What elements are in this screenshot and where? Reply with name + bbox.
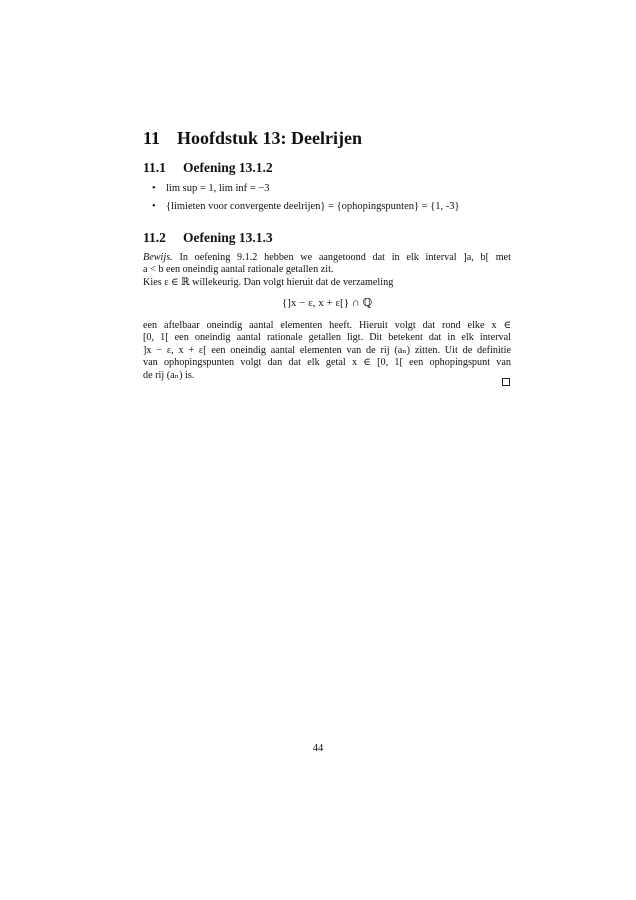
section-title: Oefening 13.1.3 — [183, 230, 273, 245]
section-number: 11.1 — [143, 160, 166, 175]
section-title: Oefening 13.1.2 — [183, 160, 273, 175]
section-number: 11.2 — [143, 230, 166, 245]
section-heading-2 — [143, 230, 273, 246]
conclusion-line-3: ]x − ε, x + ε[ een oneindig aantal elementen van de rij (aₙ) zitten. Uit de definitie — [143, 344, 511, 356]
display-formula: {]x − ε, x + ε[} ∩ ℚ — [281, 297, 373, 309]
bullet-text: {limieten voor convergente deelrijen} = {ophopingspunten} = {1, -3} — [166, 201, 460, 212]
section-heading-1 — [143, 160, 273, 176]
page-number: 44 — [312, 743, 324, 754]
conclusion-line-4: van ophopingspunten volgt dan dat elk getal x ∈ [0, 1[ een ophopingspunt van — [143, 357, 511, 369]
chapter-title: Hoofdstuk 13: Deelrijen — [177, 128, 362, 148]
conclusion-line-1: een aftelbaar oneindig aantal elementen heeft. Hieruit volgt dat rond elke x ∈ — [143, 320, 511, 331]
bullet-item-2 — [152, 201, 460, 212]
conclusion-line-5: de rij (aₙ) is. — [143, 369, 195, 381]
conclusion-paragraph — [143, 320, 511, 382]
proof-line-3: Kies ε ∈ ℝ willekeurig. Dan volgt hieruit dat de verzameling — [143, 276, 394, 288]
bullet-text: lim sup = 1, lim inf = −3 — [166, 183, 270, 194]
conclusion-line-2: [0, 1[ een oneindig aantal rationale getallen ligt. Dit betekent dat in elk interval — [143, 332, 511, 344]
proof-paragraph — [143, 252, 511, 289]
bullet-marker: • — [152, 183, 156, 194]
proof-label: Bewijs. — [143, 252, 173, 263]
chapter-heading — [143, 128, 362, 149]
bullet-marker: • — [152, 201, 156, 212]
chapter-number: 11 — [143, 128, 161, 148]
proof-text: In oefening 9.1.2 hebben we aangetoond dat in elk interval ]a, b[ met — [179, 252, 512, 263]
qed-box-icon — [502, 378, 510, 386]
proof-line-2: a < b een oneindig aantal rationale getallen zit. — [143, 264, 334, 276]
proof-line-1 — [143, 252, 511, 264]
bullet-item-1 — [152, 183, 270, 194]
